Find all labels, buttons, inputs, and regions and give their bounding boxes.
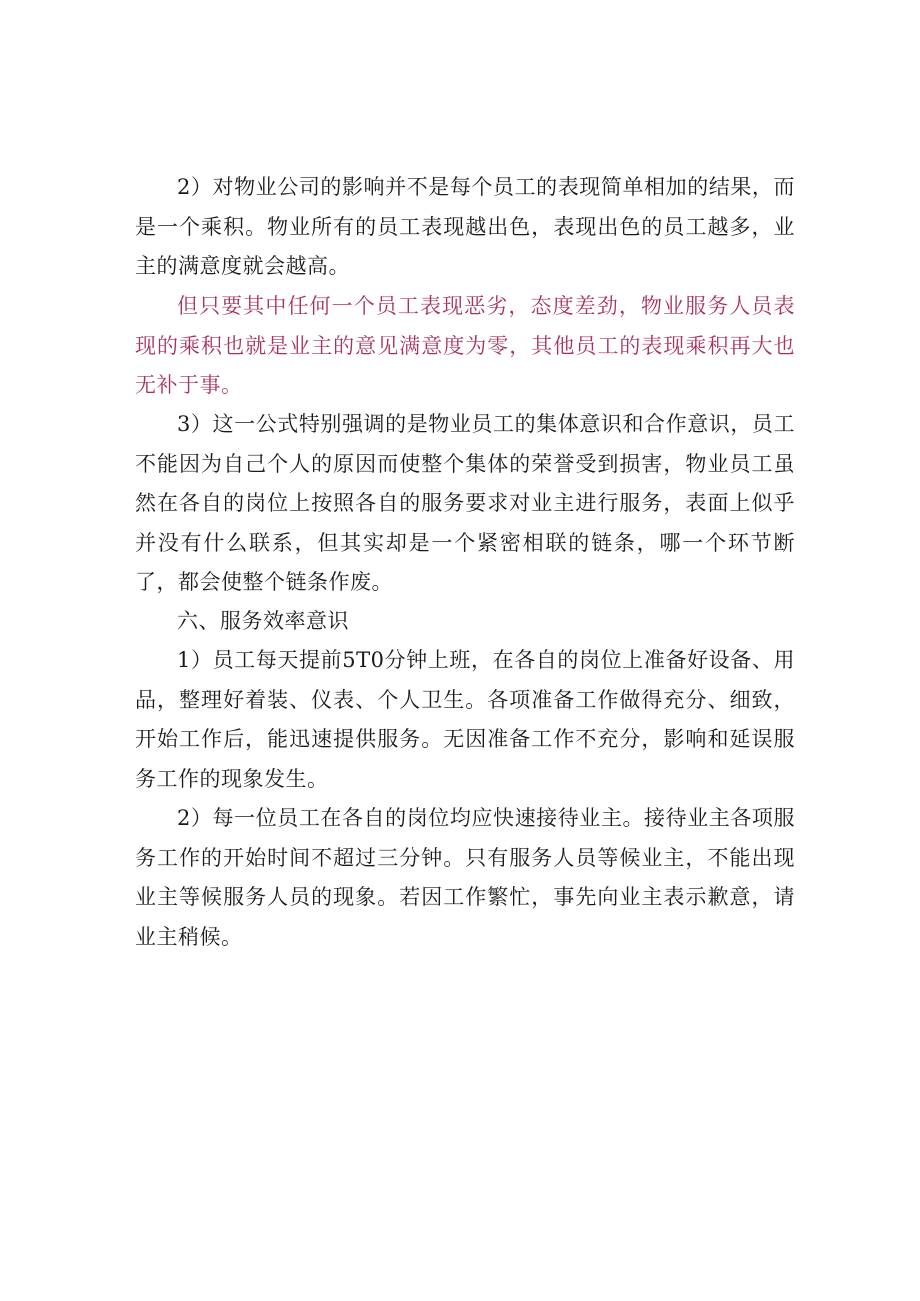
section-heading-efficiency: 六、服务效率意识 [177,609,349,633]
paragraph-multiplier-effect: 2）对物业公司的影响并不是每个员工的表现简单相加的结果，而是一个乘积。物业所有的员工表现越出色，表现出色的员工越多，业主的满意度就会越高。 [135,175,795,278]
paragraph-teamwork: 3）这一公式特别强调的是物业员工的集体意识和合作意识，员工不能因为自己个人的原因而使整个集体的荣誉受到损害，物业员工虽然在各自的岗位上按照各自的服务要求对业主进行服务，表面上似乎并没有什么联系，但其实却是一个紧密相联的链条，哪一个环节断了，都会使整个链条作废。 [135,412,795,594]
paragraph-zero-satisfaction: 但只要其中任何一个员工表现恶劣，态度差劲，物业服务人员表现的乘积也就是业主的意见满意度为零，其他员工的表现乘积再大也无补于事。 [135,294,795,397]
paragraph-quick-reception: 2）每一位员工在各自的岗位均应快速接待业主。接待业主各项服务工作的开始时间不超过三分钟。只有服务人员等候业主，不能出现业主等候服务人员的现象。若因工作繁忙，事先向业主表示歉意，请业主稍候。 [135,806,795,949]
paragraph-early-arrival: 1）员工每天提前5T0分钟上班，在各自的岗位上准备好设备、用品，整理好着装、仪表、个人卫生。各项准备工作做得充分、细致，开始工作后，能迅速提供服务。无因准备工作不充分，影响和延误服务工作的现象发生。 [135,648,795,791]
